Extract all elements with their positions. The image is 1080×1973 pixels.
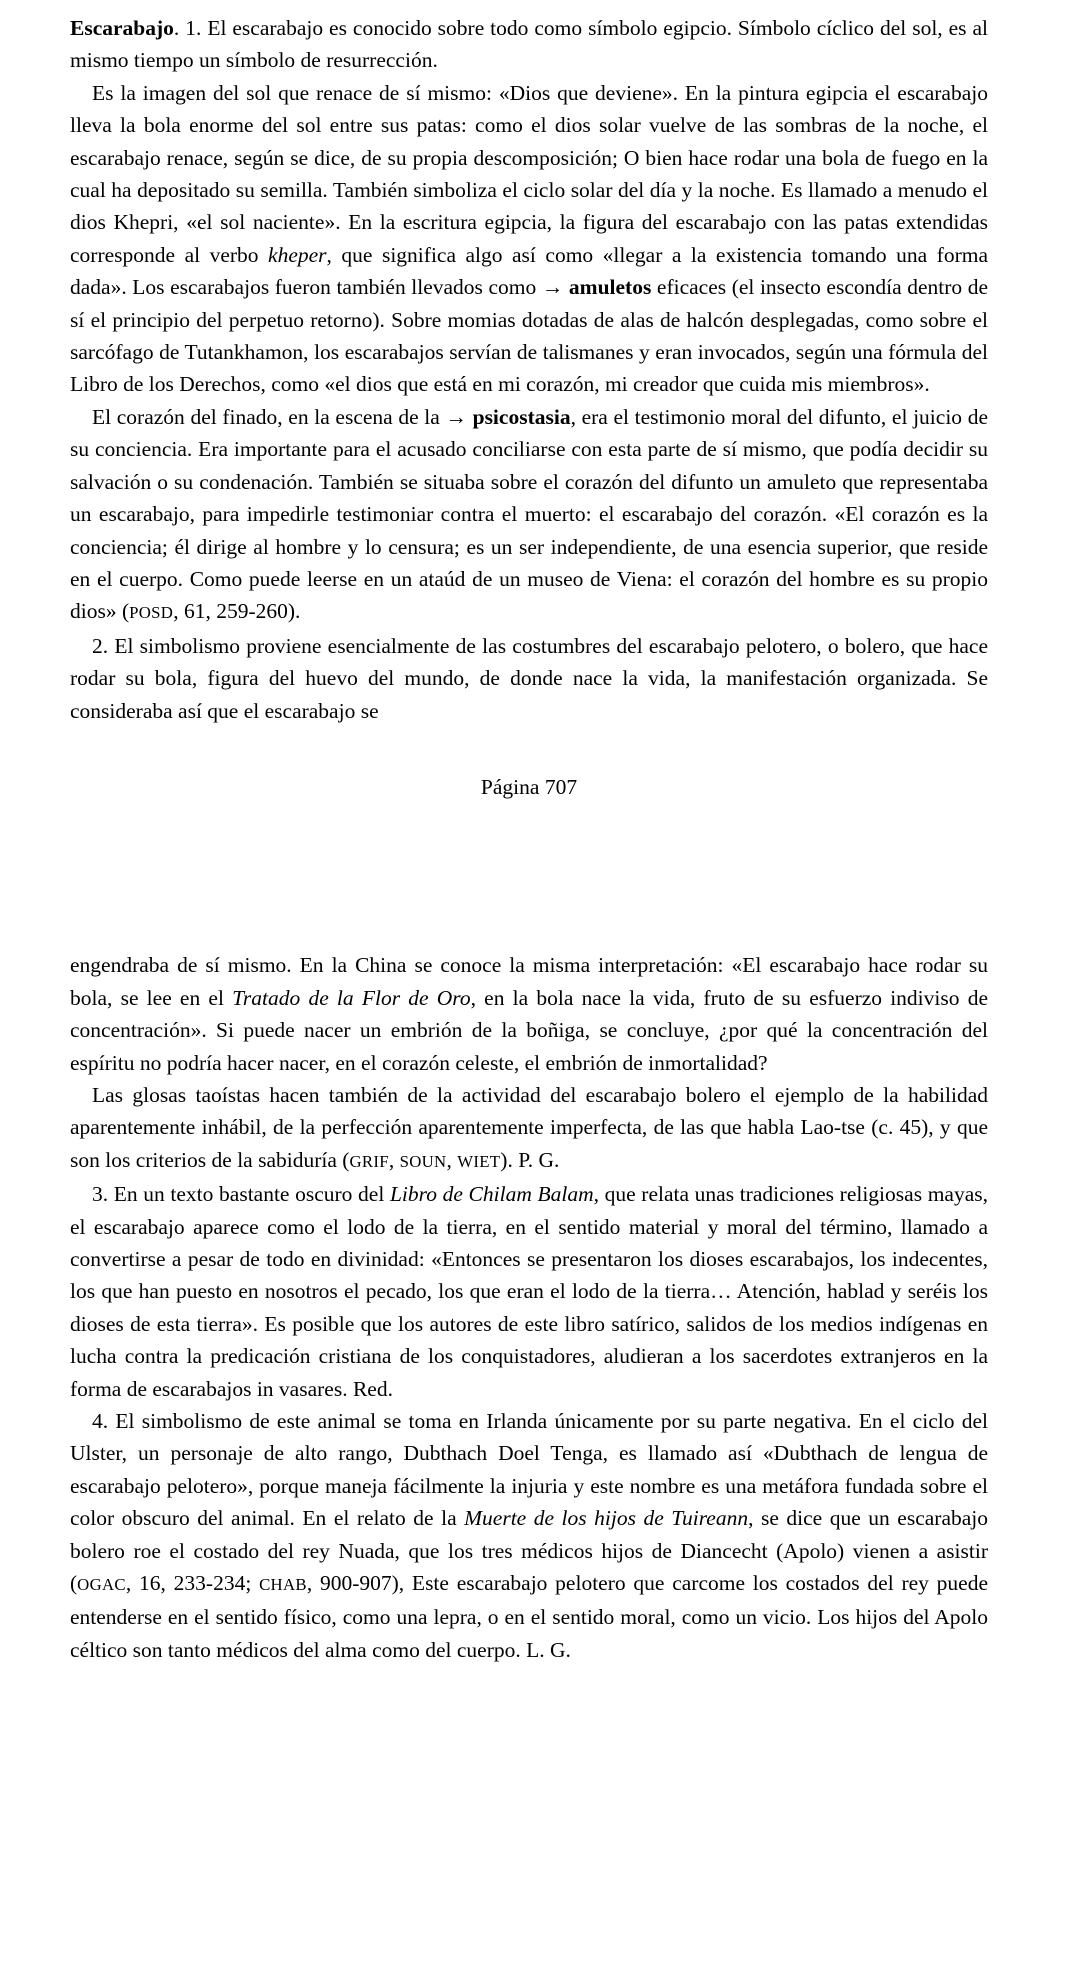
work-title: Tratado de la Flor de Oro xyxy=(232,985,471,1010)
text-run: El corazón del finado, en la escena de la xyxy=(92,404,446,429)
paragraph xyxy=(70,630,988,727)
work-title: Muerte de los hijos de Tuireann xyxy=(464,1506,749,1531)
text-run: , xyxy=(388,1147,400,1172)
paragraph xyxy=(70,949,988,1079)
paragraph xyxy=(70,1178,988,1405)
text-run: , que relata unas tradiciones religiosas mayas, el escarabajo aparece como el lodo de la tierra, en el sentido material y moral del término, llamado a convertirse a pesar de todo en divinidad: «Entonces se presentaron los dioses escarabajos, los indecentes, los que han puesto en nosotros el pecado, los que eran el lodo de la tierra… Atención, hablad y seréis los dioses de esta tierra». Es posible que los autores de este libro satírico, salidos de los medios indígenas en lucha contra la predicación cristiana de los conquistadores, aludieran a los sacerdotes extranjeros en la forma de escarabajos in vasares. Red. xyxy=(70,1182,988,1401)
page-707-text xyxy=(70,12,988,727)
text-run: , 16, 233-234; xyxy=(125,1571,260,1596)
page-number-label: Página 707 xyxy=(480,774,578,799)
text-run: , xyxy=(446,1147,458,1172)
foreign-word: kheper xyxy=(268,242,327,267)
document xyxy=(70,0,988,1666)
text-run: eficaces (el insecto escondía dentro de sí el principio del perpetuo retorno). Sobre momias dotadas de alas de halcón desplegadas, como sobre el sarcófago de Tutankhamon, los escarabajos servían de talismanes y eran invocados, según una fórmula del Libro de los Derechos, como «el dios que está en mi corazón, mi creador que cuida mis miembros». xyxy=(70,275,989,397)
source-abbreviation: SOUN xyxy=(399,1151,447,1171)
entry-term: Escarabajo xyxy=(70,16,174,40)
text-run: engendraba de sí mismo. En la China se conoce la misma interpretación: «El escarabajo hace rodar su bola, se lee en el xyxy=(70,953,988,1010)
source-abbreviation: CHAB xyxy=(259,1575,307,1595)
text-run: , era el testimonio moral del difunto, el juicio de su conciencia. Era importante para el acusado conciliarse con esta parte de sí mismo, que podía decidir su salvación o su condenación. También se situaba sobre el corazón del difunto un amuleto que representaba un escarabajo, para impedirle testimoniar contra el muerto: el escarabajo del corazón. «El corazón es la conciencia; él dirige al hombre y lo censura; es un ser independiente, de una esencia superior, que reside en el cuerpo. Como puede leerse en un ataúd de un museo de Viena: el corazón del hombre es su propio dios» ( xyxy=(70,404,988,624)
cross-reference-arrow: → xyxy=(541,275,569,300)
text-run: . 1. El escarabajo es conocido sobre todo como símbolo egipcio. Símbolo cíclico del sol, es al mismo tiempo un símbolo de resurrección. xyxy=(70,16,988,73)
cross-reference-arrow: → xyxy=(445,404,473,429)
source-abbreviation: WIET xyxy=(457,1151,501,1171)
text-run: 3. En un texto bastante oscuro del xyxy=(92,1182,390,1207)
cross-reference-term: psicostasia xyxy=(472,404,571,429)
cross-reference-term: amuletos xyxy=(568,275,652,300)
text-run: , se dice que un escarabajo bolero roe el costado del rey Nuada, que los tres médicos hijos de Diancecht (Apolo) vienen a asistir ( xyxy=(70,1506,989,1596)
source-abbreviation: OGAC xyxy=(77,1575,126,1595)
text-run: , que significa algo así como «llegar a la existencia tomando una forma dada». Los escarabajos fueron también llevados como xyxy=(70,242,988,300)
text-run: 2. El simbolismo proviene esencialmente de las costumbres del escarabajo pelotero, o bolero, que hace rodar su bola, figura del huevo del mundo, de donde nace la vida, la manifestación organizada. Se consideraba así que el escarabajo se xyxy=(70,633,988,723)
paragraph xyxy=(70,1079,988,1178)
paragraph xyxy=(70,77,988,401)
text-run: , 61, 259-260). xyxy=(173,599,301,624)
text-run: 4. El simbolismo de este animal se toma en Irlanda únicamente por su parte negativa. En el ciclo del Ulster, un personaje de alto rango, Dubthach Doel Tenga, es llamado así «Dubthach de lengua de escarabajo pelotero», porque maneja fácilmente la injuria y este nombre es una metáfora fundada sobre el color obscuro del animal. En el relato de la xyxy=(70,1409,988,1531)
work-title: Libro de Chilam Balam xyxy=(389,1182,594,1207)
paragraph xyxy=(70,12,988,77)
text-run: ). P. G. xyxy=(500,1147,560,1172)
text-run: Es la imagen del sol que renace de sí mismo: «Dios que deviene». En la pintura egipcia el escarabajo lleva la bola enorme del sol entre sus patas: como el dios solar vuelve de las sombras de la noche, el escarabajo renace, según se dice, de su propia descomposición; O bien hace rodar una bola de fuego en la cual ha depositado su semilla. También simboliza el ciclo solar del día y la noche. Es llamado a menudo el dios Khepri, «el sol naciente». En la escritura egipcia, la figura del escarabajo con las patas extendidas corresponde al verbo xyxy=(70,80,988,267)
paragraph xyxy=(70,1405,988,1666)
paragraph xyxy=(70,401,988,630)
text-run: , en la bola nace la vida, fruto de su esfuerzo indiviso de concentración». Si puede nacer un embrión de la boñiga, se concluye, ¿por qué la concentración del espíritu no podría hacer nacer, en el corazón celeste, el embrión de inmortalidad? xyxy=(70,985,988,1075)
text-run: , 900-907), Este escarabajo pelotero que carcome los costados del rey puede entenderse en el sentido físico, como una lepra, o en el sentido moral, como un vicio. Los hijos del Apolo céltico son tanto médicos del alma como del cuerpo. L. G. xyxy=(70,1571,988,1662)
text-run: Las glosas taoístas hacen también de la actividad del escarabajo bolero el ejemplo de la habilidad aparentemente inhábil, de la perfección aparentemente imperfecta, de las que habla Lao-tse (c. 45), y que son los criterios de la sabiduría ( xyxy=(70,1082,988,1172)
page-708-text xyxy=(70,949,988,1666)
source-abbreviation: POSD xyxy=(129,603,174,623)
source-abbreviation: GRIF xyxy=(349,1151,389,1171)
